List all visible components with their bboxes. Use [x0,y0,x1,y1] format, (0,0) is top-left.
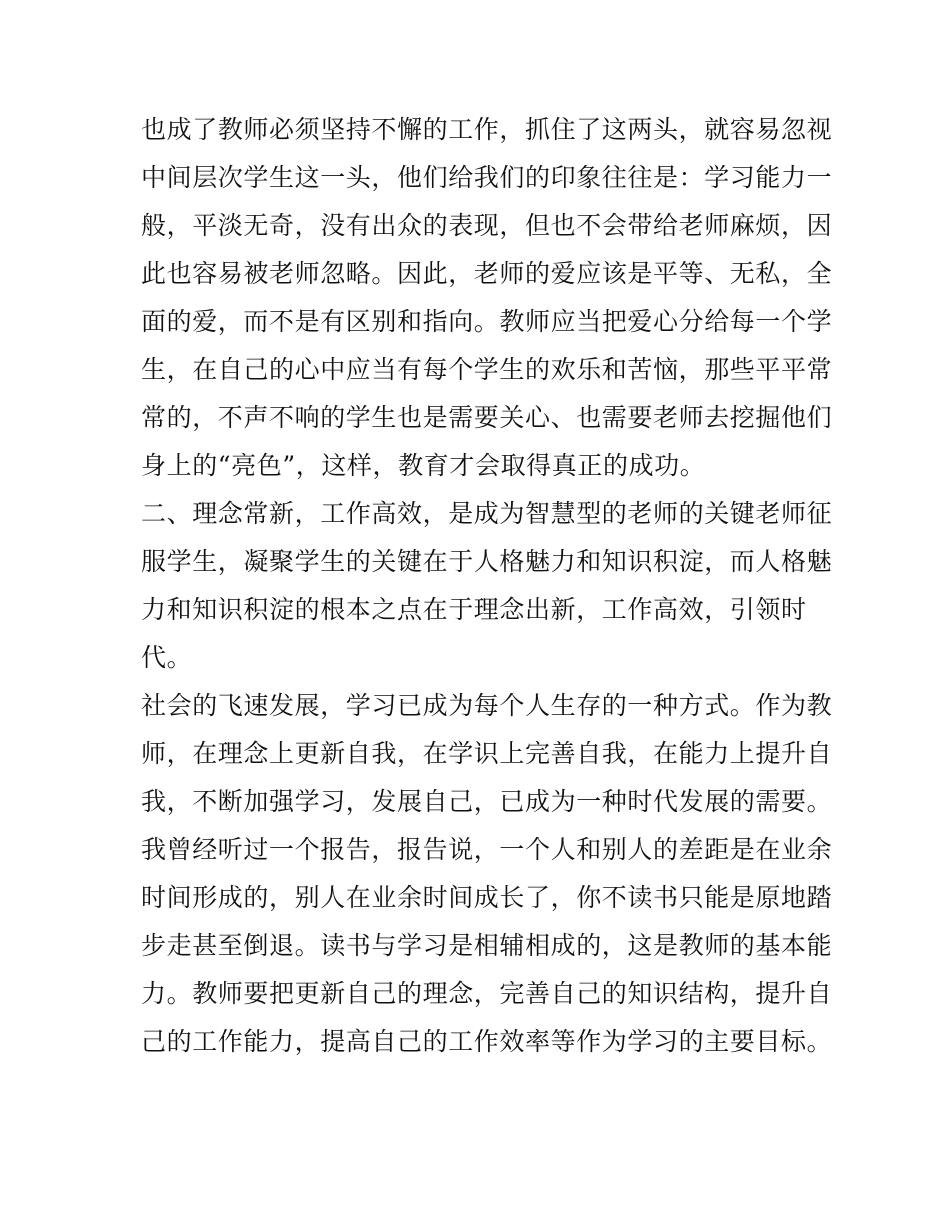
text-line: 社会的飞速发展，学习已成为每个人生存的一种方式。作为教 [141,691,833,720]
text-line: 力和知识积淀的根本之点在于理念出新，工作高效，引领时 [141,595,807,624]
text-line: 常的，不声不响的学生也是需要关心、也需要老师去挖掘他们 [141,403,833,432]
text-line: 也成了教师必须坚持不懈的工作，抓住了这两头，就容易忽视 [141,115,833,144]
text-line: 身上的“亮色”，这样，教育才会取得真正的成功。 [141,451,706,480]
text-line: 代。 [141,643,193,672]
text-line: 我，不断加强学习，发展自己，已成为一种时代发展的需要。 [141,787,833,816]
text-line: 服学生，凝聚学生的关键在于人格魅力和知识积淀，而人格魅 [141,547,833,576]
text-line: 面的爱，而不是有区别和指向。教师应当把爱心分给每一个学 [141,307,833,336]
text-line: 我曾经听过一个报告，报告说，一个人和别人的差距是在业余 [141,835,833,864]
text-line: 师，在理念上更新自我，在学识上完善自我，在能力上提升自 [141,739,833,768]
text-line: 力。教师要把更新自己的理念，完善自己的知识结构，提升自 [141,979,833,1008]
text-line: 中间层次学生这一头，他们给我们的印象往往是：学习能力一 [141,163,833,192]
text-line: 时间形成的，别人在业余时间成长了，你不读书只能是原地踏 [141,883,833,912]
text-line: 己的工作能力，提高自己的工作效率等作为学习的主要目标。 [141,1027,833,1056]
text-line: 生，在自己的心中应当有每个学生的欢乐和苦恼，那些平平常 [141,355,833,384]
document-body [141,106,833,1066]
text-line: 此也容易被老师忽略。因此，老师的爱应该是平等、无私，全 [141,259,833,288]
text-line: 般，平淡无奇，没有出众的表现，但也不会带给老师麻烦，因 [141,211,833,240]
text-line: 步走甚至倒退。读书与学习是相辅相成的，这是教师的基本能 [141,931,833,960]
section-heading-line: 二、理念常新，工作高效，是成为智慧型的老师的关键老师征 [141,499,833,528]
